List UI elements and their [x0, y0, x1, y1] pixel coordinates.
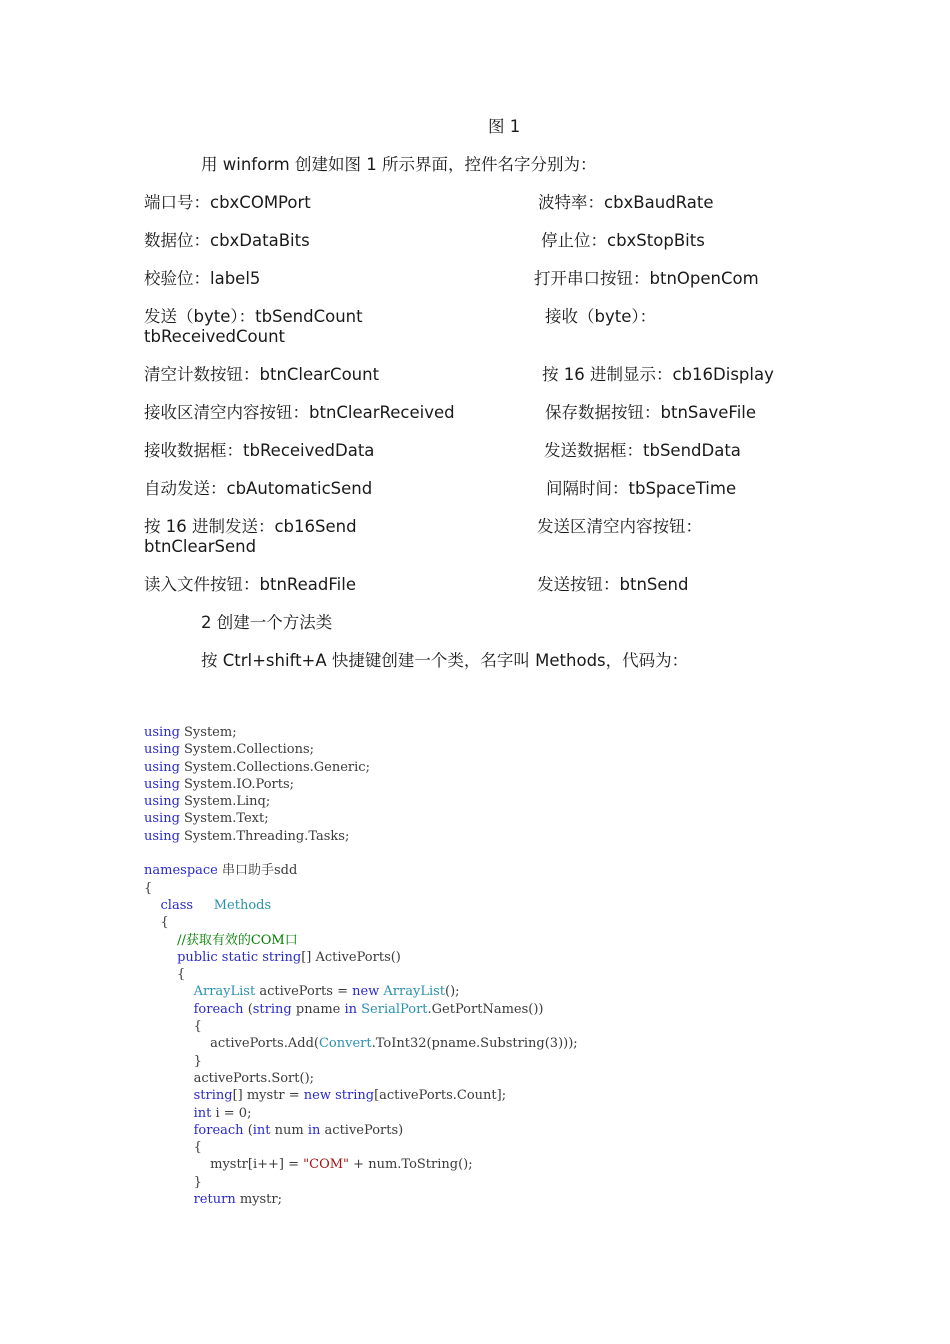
code-token: using: [144, 742, 185, 758]
control-right: 发送按钮：btnSend: [537, 575, 689, 594]
code-token: string: [335, 1088, 375, 1104]
code-token: activePorts): [324, 1122, 404, 1138]
code-line: [144, 862, 578, 879]
code-token: foreach: [193, 1001, 248, 1017]
code-token: [144, 1123, 194, 1138]
control-right: 保存数据按钮：btnSaveFile: [545, 403, 757, 422]
intro-paragraph: 用 winform 创建如图 1 所示界面，控件名字分别为：: [201, 155, 597, 174]
code-token: [144, 898, 161, 913]
code-token: public static string: [177, 949, 302, 965]
code-token: //获取有效的COM口: [177, 932, 298, 948]
control-left: 接收区清空内容按钮：btnClearReceived: [144, 403, 455, 422]
code-line: [144, 1070, 578, 1087]
code-token: System.Collections;: [184, 742, 315, 758]
code-token: [] ActivePorts(): [301, 949, 401, 965]
code-token: pname: [295, 1001, 345, 1017]
code-line: [144, 880, 578, 897]
control-right-continued: tbReceivedCount: [144, 327, 286, 346]
code-token: [144, 1192, 194, 1207]
control-right: 波特率：cbxBaudRate: [538, 193, 714, 212]
code-line: [144, 1156, 578, 1173]
control-left: 清空计数按钮：btnClearCount: [144, 365, 380, 384]
code-token: foreach: [193, 1122, 248, 1138]
code-token: using: [144, 828, 185, 844]
code-token: new: [352, 984, 384, 1000]
code-token: {: [144, 880, 153, 896]
code-line: [144, 1035, 578, 1052]
code-token: System.Threading.Tasks;: [184, 828, 350, 844]
code-line: [144, 845, 578, 862]
control-right: 停止位：cbxStopBits: [541, 231, 705, 250]
code-token: ArrayList: [383, 984, 446, 1000]
control-right: 接收（byte）：: [545, 307, 657, 326]
code-token: return: [193, 1192, 240, 1208]
code-token: [144, 1002, 194, 1017]
code-token: SerialPort: [361, 1001, 428, 1017]
code-token: class: [160, 897, 198, 913]
code-token: using: [144, 811, 185, 827]
code-line: [144, 759, 578, 776]
code-token: "COM": [303, 1157, 354, 1173]
control-right: 发送数据框：tbSendData: [544, 441, 741, 460]
code-line: [144, 1139, 578, 1156]
control-left: 接收数据框：tbReceivedData: [144, 441, 375, 460]
code-line: [144, 1018, 578, 1035]
control-left: 自动发送：cbAutomaticSend: [144, 479, 373, 498]
control-left: 校验位：label5: [144, 269, 261, 288]
code-line: [144, 932, 578, 949]
code-token: mystr[i++] =: [144, 1157, 304, 1173]
code-token: in: [344, 1001, 362, 1017]
code-token: [] mystr =: [232, 1088, 304, 1104]
code-token: num: [274, 1122, 308, 1138]
control-right-continued: btnClearSend: [144, 537, 257, 556]
control-left: 读入文件按钮：btnReadFile: [144, 575, 356, 594]
code-token: (: [247, 1001, 253, 1017]
code-token: int: [193, 1105, 216, 1121]
code-token: System.IO.Ports;: [184, 776, 295, 792]
code-token: activePorts =: [259, 984, 353, 1000]
code-line: [144, 1087, 578, 1104]
code-token: [197, 898, 214, 913]
code-line: [144, 776, 578, 793]
control-right: 按 16 进制显示：cb16Display: [542, 365, 774, 384]
code-line: [144, 1191, 578, 1208]
code-token: namespace: [144, 863, 222, 879]
code-token: using: [144, 759, 185, 775]
code-line: [144, 1105, 578, 1122]
code-token: mystr;: [239, 1192, 282, 1208]
code-line: [144, 914, 578, 931]
code-token: using: [144, 794, 185, 810]
control-right: 间隔时间：tbSpaceTime: [546, 479, 737, 498]
code-line: [144, 810, 578, 827]
code-token: System;: [184, 725, 237, 740]
code-token: ();: [445, 984, 460, 1000]
control-left: 按 16 进制发送：cb16Send: [144, 517, 357, 536]
code-token: (: [247, 1122, 253, 1138]
code-line: [144, 724, 578, 741]
code-token: using: [144, 776, 185, 792]
code-token: activePorts.Add(: [144, 1036, 319, 1052]
code-token: string: [252, 1001, 296, 1017]
code-line: [144, 793, 578, 810]
code-token: [activePorts.Count];: [374, 1088, 507, 1104]
control-left: 端口号：cbxCOMPort: [144, 193, 311, 212]
code-token: Convert: [318, 1036, 372, 1052]
code-token: [144, 950, 177, 965]
code-token: {: [144, 967, 186, 983]
code-token: using: [144, 725, 185, 740]
code-token: [144, 1088, 194, 1103]
code-token: Methods: [213, 897, 272, 913]
code-token: System.Linq;: [184, 794, 271, 810]
code-line: [144, 966, 578, 983]
code-token: System.Collections.Generic;: [184, 759, 370, 775]
figure-caption: 图 1: [488, 117, 521, 136]
control-right: 打开串口按钮：btnOpenCom: [534, 269, 759, 288]
code-token: i = 0;: [215, 1105, 252, 1121]
code-token: + num.ToString();: [353, 1157, 473, 1173]
control-left: 发送（byte）：tbSendCount: [144, 307, 363, 326]
code-token: System.Text;: [184, 811, 269, 827]
code-token: [144, 1106, 194, 1121]
code-block: [144, 724, 578, 1208]
code-token: {: [144, 1140, 202, 1156]
code-line: [144, 983, 578, 1000]
code-line: [144, 1174, 578, 1191]
code-token: }: [144, 1174, 202, 1190]
code-token: ArrayList: [193, 984, 260, 1000]
code-token: {: [144, 1019, 202, 1035]
code-token: }: [144, 1053, 202, 1069]
code-line: [144, 1122, 578, 1139]
code-line: [144, 828, 578, 845]
code-line: [144, 897, 578, 914]
code-line: [144, 741, 578, 758]
code-token: new: [303, 1088, 336, 1104]
code-token: 串口助手sdd: [222, 863, 298, 879]
code-token: {: [144, 915, 169, 931]
code-line: [144, 949, 578, 966]
section-paragraph: 按 Ctrl+shift+A 快捷键创建一个类，名字叫 Methods，代码为：: [201, 651, 689, 670]
code-token: string: [193, 1088, 233, 1104]
code-token: [144, 933, 177, 948]
control-left: 数据位：cbxDataBits: [144, 231, 310, 250]
code-token: .ToInt32(pname.Substring(3)));: [371, 1036, 578, 1052]
code-token: [144, 984, 194, 999]
code-line: [144, 1001, 578, 1018]
code-token: int: [252, 1122, 275, 1138]
control-right: 发送区清空内容按钮：: [537, 517, 702, 536]
code-token: activePorts.Sort();: [144, 1070, 315, 1086]
code-token: .GetPortNames()): [427, 1001, 544, 1017]
code-token: in: [307, 1122, 325, 1138]
code-line: [144, 1053, 578, 1070]
section-heading: 2 创建一个方法类: [201, 613, 333, 632]
